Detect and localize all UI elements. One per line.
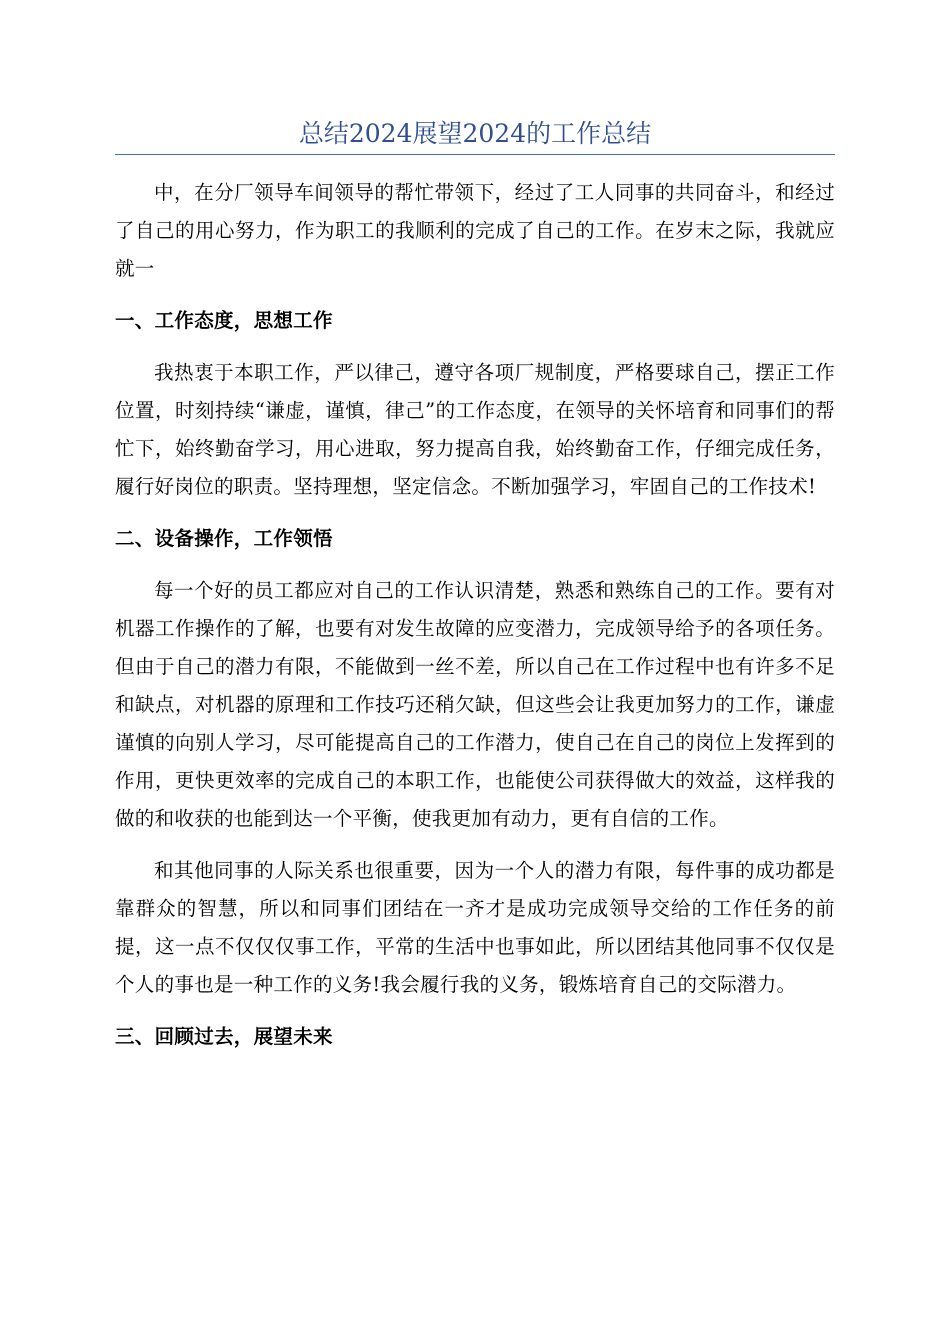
- section-heading-1: 一、工作态度，思想工作: [115, 309, 333, 332]
- intro-paragraph: 中，在分厂领导车间领导的帮忙带领下，经过了工人同事的共同奋斗，和经过了自己的用心努力，作为职工的我顺利的完成了自己的工作。在岁末之际，我就应就一: [115, 181, 835, 280]
- section-2-paragraph-2: 和其他同事的人际关系也很重要，因为一个人的潜力有限，每件事的成功都是靠群众的智慧，所以和同事们团结在一齐才是成功完成领导交给的工作任务的前提，这一点不仅仅仅事工作，平常的生活中也事如此，所以团结其他同事不仅仅是个人的事也是一种工作的义务!我会履行我的义务，锻炼培育自己的交际潜力。: [115, 859, 835, 996]
- section-heading-3: 三、回顾过去，展望未来: [115, 1025, 333, 1048]
- document-title: 总结2024展望2024的工作总结: [298, 119, 652, 148]
- section-1-paragraph: 我热衷于本职工作，严以律己，遵守各项厂规制度，严格要球自己，摆正工作位置，时刻持续“谦虚，谨慎，律己”的工作态度，在领导的关怀培育和同事们的帮忙下，始终勤奋学习，用心进取，努力提高自我，始终勤奋工作，仔细完成任务，履行好岗位的职责。坚持理想，坚定信念。不断加强学习，牢固自己的工作技术!: [115, 361, 835, 498]
- document-body: [115, 174, 835, 1070]
- section-heading-2: 二、设备操作，工作领悟: [115, 527, 333, 550]
- section-2-paragraph-1: 每一个好的员工都应对自己的工作认识清楚，熟悉和熟练自己的工作。要有对机器工作操作的了解，也要有对发生故障的应变潜力，完成领导给予的各项任务。但由于自己的潜力有限，不能做到一丝不差，所以自己在工作过程中也有许多不足和缺点，对机器的原理和工作技巧还稍欠缺，但这些会让我更加努力的工作，谦虚谨慎的向别人学习，尽可能提高自己的工作潜力，使自己在自己的岗位上发挥到的作用，更快更效率的完成自己的本职工作，也能使公司获得做大的效益，这样我的做的和收获的也能到达一个平衡，使我更加有动力，更有自信的工作。: [115, 579, 835, 830]
- title-underline: [115, 154, 835, 155]
